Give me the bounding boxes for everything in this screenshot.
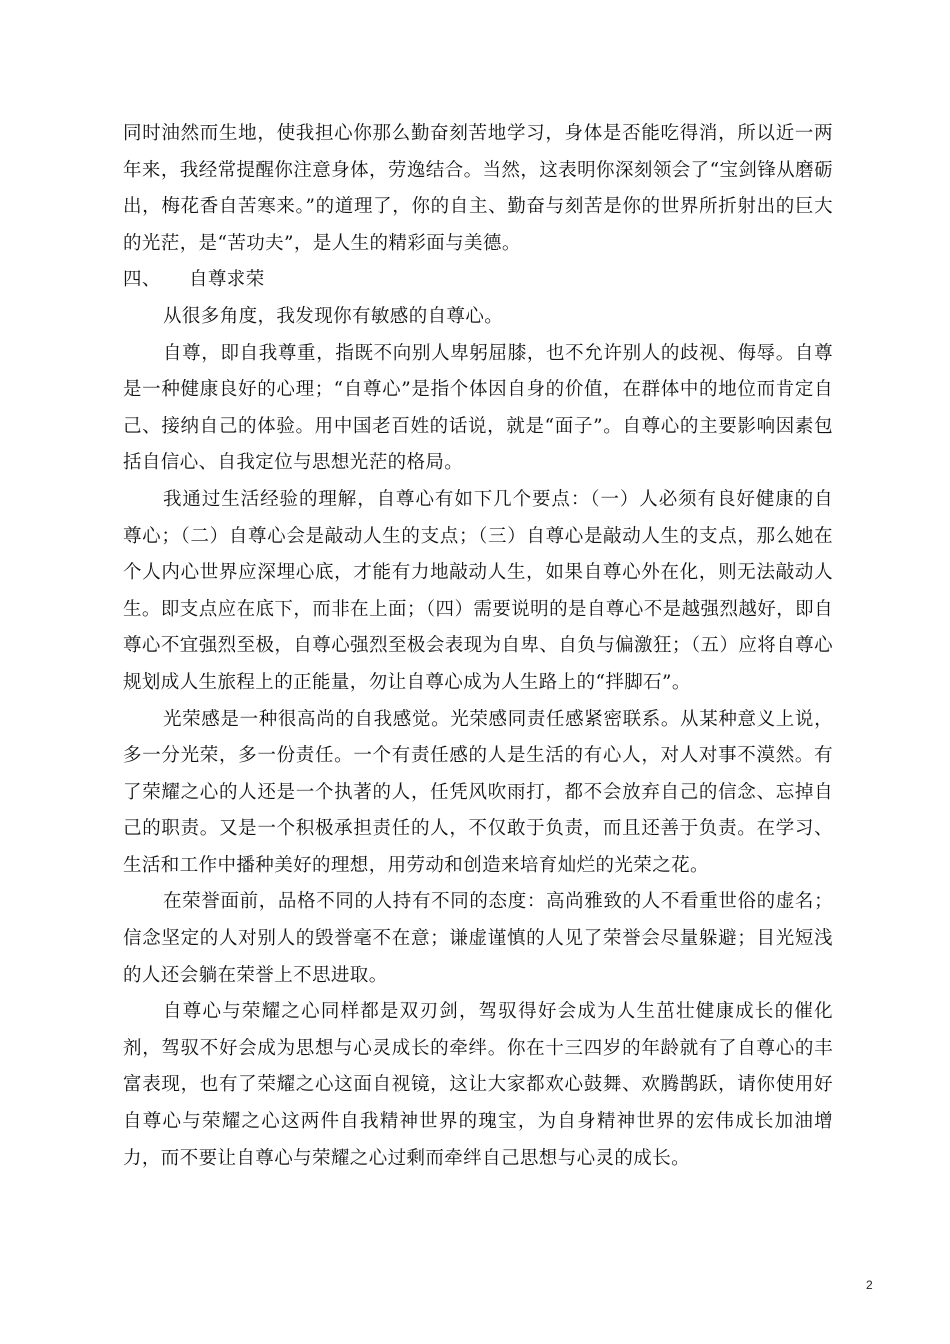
paragraph-continued: 同时油然而生地，使我担心你那么勤奋刻苦地学习，身体是否能吃得消，所以近一两年来，我经常提醒你注意身体，劳逸结合。当然，这表明你深刻领会了“宝剑锋从磨砺出，梅花香自苦寒来。”的道理了，你的自主、勤奋与刻苦是你的世界所折射出的巨大的光茫，是“苦功夫”，是人生的精彩面与美德。: [123, 123, 833, 254]
section-number: 四、: [123, 269, 161, 291]
paragraph-sensitive-self-esteem: 从很多角度，我发现你有敏感的自尊心。: [163, 305, 504, 327]
paragraph-double-edged-sword: 自尊心与荣耀之心同样都是双刃剑，驾驭得好会成为人生茁壮健康成长的催化剂，驾驭不好会成为思想与心灵成长的牵绊。你在十三四岁的年龄就有了自尊心的丰富表现，也有了荣耀之心这面自视镜，这让大家都欢心鼓舞、欢腾鹊跃，请你使用好自尊心与荣耀之心这两件自我精神世界的瑰宝，为自身精神世界的宏伟成长加油增力，而不要让自尊心与荣耀之心过剩而牵绊自己思想与心灵的成长。: [123, 1001, 833, 1169]
section-title: 自尊求荣: [189, 269, 265, 291]
section-heading: [123, 262, 833, 299]
page-number: 2: [866, 1278, 873, 1292]
paragraph-self-respect-definition: 自尊，即自我尊重，指既不向别人卑躬屈膝，也不允许别人的歧视、侮辱。自尊是一种健康良好的心理；“自尊心”是指个体因自身的价值，在群体中的地位而肯定自己、接纳自己的体验。用中国老百姓的话说，就是“面子”。自尊心的主要影响因素包括自信心、自我定位与思想光茫的格局。: [123, 342, 833, 474]
paragraph-attitudes-to-honor: 在荣誉面前，品格不同的人持有不同的态度：高尚雅致的人不看重世俗的虚名；信念坚定的人对别人的毁誉毫不在意；谦虚谨慎的人见了荣誉会尽量躲避；目光短浅的人还会躺在荣誉上不思进取。: [123, 891, 833, 986]
paragraph-self-esteem-points: 我通过生活经验的理解，自尊心有如下几个要点：（一）人必须有良好健康的自尊心；（二）自尊心会是敲动人生的支点；（三）自尊心是敲动人生的支点，那么她在个人内心世界应深埋心底，才能有力地敲动人生，如果自尊心外在化，则无法敲动人生。即支点应在底下，而非在上面；（四）需要说明的是自尊心不是越强烈越好，即自尊心不宜强烈至极，自尊心强烈至极会表现为自卑、自负与偏激狂；（五）应将自尊心规划成人生旅程上的正能量，勿让自尊心成为人生路上的“拌脚石”。: [123, 488, 833, 693]
document-body: [123, 116, 833, 1177]
paragraph-sense-of-honor: 光荣感是一种很高尚的自我感觉。光荣感同责任感紧密联系。从某种意义上说，多一分光荣，多一份责任。一个有责任感的人是生活的有心人，对人对事不漠然。有了荣耀之心的人还是一个执著的人，任凭风吹雨打，都不会放弃自己的信念、忘掉自己的职责。又是一个积极承担责任的人，不仅敢于负责，而且还善于负责。在学习、生活和工作中播种美好的理想，用劳动和创造来培育灿烂的光荣之花。: [123, 708, 833, 876]
